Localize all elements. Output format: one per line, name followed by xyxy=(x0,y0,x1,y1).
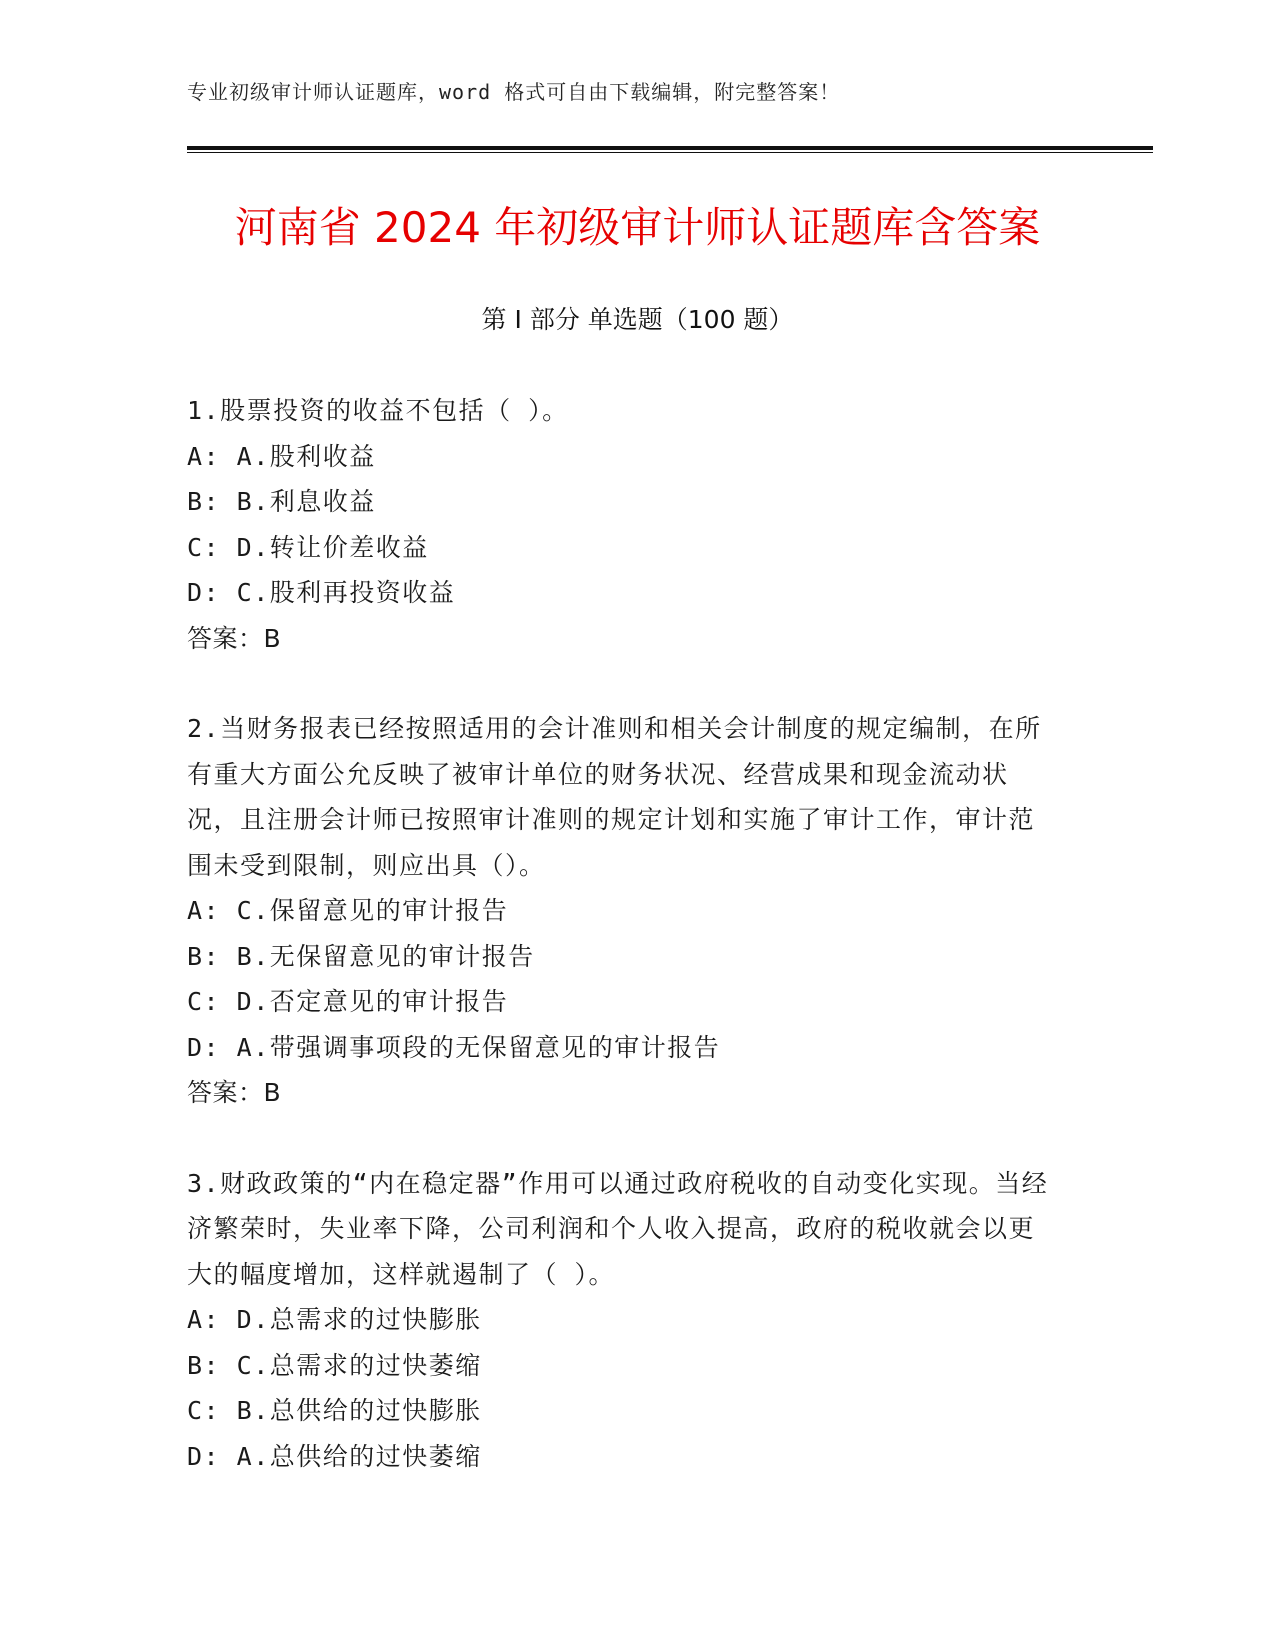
answer: 答案：B xyxy=(187,1078,282,1107)
option-c: C: B.总供给的过快膨胀 xyxy=(187,1396,482,1425)
answer: 答案：B xyxy=(187,623,282,653)
option-c: C: D.否定意见的审计报告 xyxy=(187,987,509,1016)
question-list xyxy=(187,388,1057,1524)
option-b: B: B.利息收益 xyxy=(187,487,376,516)
question-3 xyxy=(187,1161,1057,1480)
option-b: B: B.无保留意见的审计报告 xyxy=(187,941,535,971)
option-c: C: D.转让价差收益 xyxy=(187,532,429,562)
header-note: 专业初级审计师认证题库，word 格式可自由下载编辑，附完整答案！ xyxy=(187,80,841,104)
option-d: D: A.带强调事项段的无保留意见的审计报告 xyxy=(187,1032,721,1062)
section-title: 第 I 部分 单选题（100 题） xyxy=(481,305,794,334)
option-b: B: C.总需求的过快萎缩 xyxy=(187,1350,482,1380)
question-1 xyxy=(187,388,1057,661)
question-text: 3.财政政策的“内在稳定器”作用可以通过政府税收的自动变化实现。当经济繁荣时，失业率下降，公司利润和个人收入提高，政府的税收就会以更大的幅度增加，这样就遏制了（ ）。 xyxy=(187,1168,1049,1289)
question-2 xyxy=(187,706,1057,1116)
document-title: 河南省 2024 年初级审计师认证题库含答案 xyxy=(234,203,1041,252)
header-rule xyxy=(187,146,1153,153)
option-d: D: C.股利再投资收益 xyxy=(187,578,456,607)
question-text: 1.股票投资的收益不包括（ ）。 xyxy=(187,396,569,425)
question-text: 2.当财务报表已经按照适用的会计准则和相关会计制度的规定编制，在所有重大方面公允反映了被审计单位的财务状况、经营成果和现金流动状况，且注册会计师已按照审计准则的规定计划和实施了审计工作，审计范围未受到限制，则应出具（）。 xyxy=(187,714,1042,880)
option-d: D: A.总供给的过快萎缩 xyxy=(187,1441,482,1471)
option-a: A: D.总需求的过快膨胀 xyxy=(187,1305,482,1334)
option-a: A: C.保留意见的审计报告 xyxy=(187,896,509,925)
option-a: A: A.股利收益 xyxy=(187,441,376,471)
